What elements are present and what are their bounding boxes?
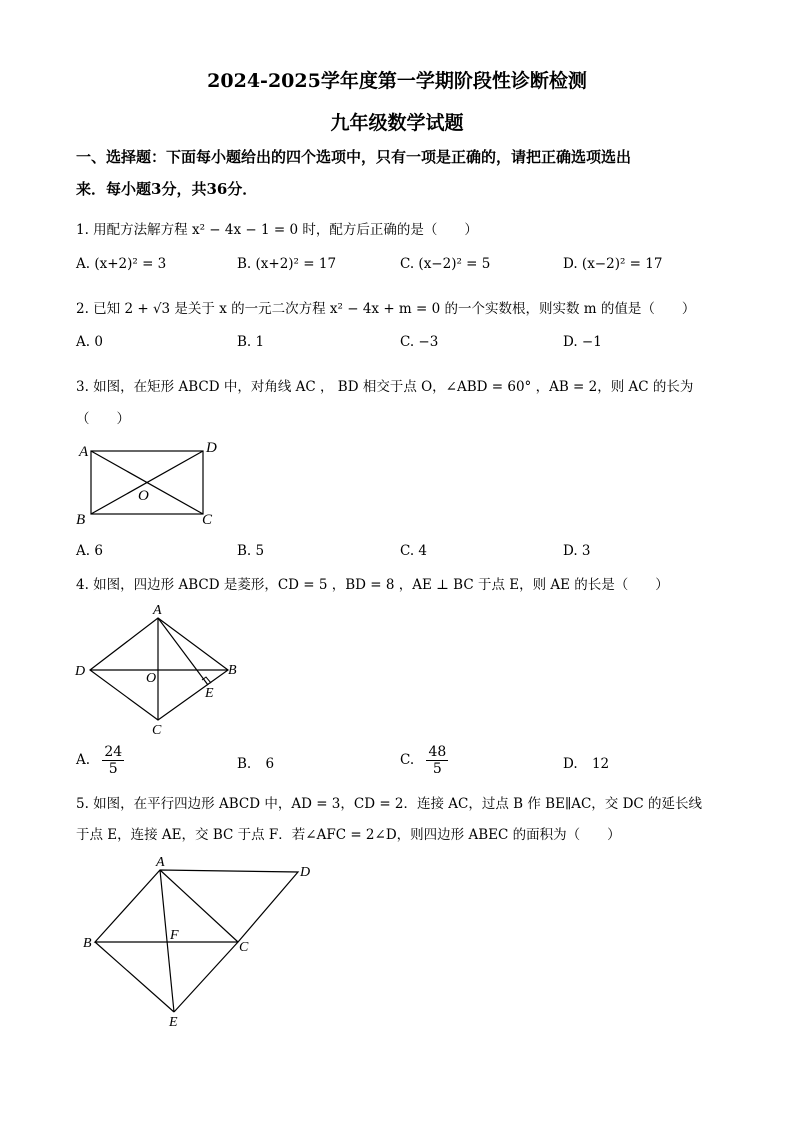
label-c: C [239, 940, 249, 955]
question-1-option-c[interactable]: C. (x−2)² = 5 [400, 256, 491, 272]
label-d: D [206, 440, 217, 456]
label-f: F [170, 928, 179, 943]
denominator: 5 [432, 761, 442, 778]
label-c: C [152, 723, 162, 738]
question-4-option-a[interactable] [76, 744, 124, 777]
denominator: 5 [108, 761, 118, 778]
label-a: A [153, 603, 162, 618]
label-a: A [79, 444, 89, 460]
question-4-option-c[interactable] [400, 744, 448, 777]
label-d: D [300, 865, 311, 880]
question-3-rectangle-figure [74, 434, 234, 530]
label-e: E [169, 1015, 178, 1030]
question-2-option-b[interactable]: B. 1 [237, 334, 265, 350]
rhombus-abcd [90, 618, 228, 720]
segment-ce [174, 942, 238, 1012]
numerator: 24 [104, 744, 123, 760]
question-5-stem: 5. 如图，在平行四边形 ABCD 中，AD = 3，CD = 2．连接 AC，过点 B 作 BE∥AC，交 DC 的延长线 [76, 796, 703, 812]
paper-title: 2024-2025学年度第一学期阶段性诊断检测 [207, 70, 587, 92]
question-2-option-a[interactable]: A. 0 [76, 334, 103, 350]
segment-be [95, 942, 174, 1012]
fraction [426, 744, 448, 777]
label-e: E [205, 686, 214, 701]
question-5-stem-cont: 于点 E，连接 AE，交 BC 于点 F．若∠AFC = 2∠D，则四边形 ABEC 的面积为（ ） [76, 827, 621, 843]
label-b: B [76, 512, 86, 528]
question-4-option-d[interactable] [563, 756, 609, 772]
question-3-option-b[interactable]: B. 5 [237, 543, 265, 559]
question-1-option-a[interactable]: A. (x+2)² = 3 [76, 256, 167, 272]
label-o: O [138, 488, 149, 504]
segment-ae [158, 618, 208, 685]
question-2-option-c[interactable]: C. −3 [400, 334, 439, 350]
question-4-stem: 4. 如图，四边形 ABCD 是菱形，CD = 5 ，BD = 8 ，AE ⊥ BC 于点 E，则 AE 的长是（ ） [76, 577, 669, 593]
parallelogram-abcd [95, 870, 298, 942]
question-4-option-b[interactable] [237, 756, 274, 772]
section-heading-line2: 来．每小题3分，共36分． [76, 180, 258, 198]
question-3-option-c[interactable]: C. 4 [400, 543, 428, 559]
label-b: B [83, 936, 92, 951]
option-value: 6 [265, 756, 275, 772]
fraction [102, 744, 124, 777]
question-4-rhombus-figure [72, 600, 252, 740]
question-1-option-d[interactable]: D. (x−2)² = 17 [563, 256, 663, 272]
question-3-option-d[interactable]: D. 3 [563, 543, 591, 559]
option-letter: C. [400, 752, 415, 769]
label-b: B [228, 663, 237, 678]
label-d: D [75, 664, 86, 679]
question-5-parallelogram-figure [78, 852, 318, 1032]
question-2-option-d[interactable]: D. −1 [563, 334, 602, 350]
option-letter: B. [237, 756, 252, 772]
option-letter: A. [76, 752, 91, 769]
section-heading-line1: 一、选择题：下面每小题给出的四个选项中，只有一项是正确的，请把正确选项选出 [76, 148, 632, 166]
label-c: C [202, 512, 213, 528]
label-o: O [146, 671, 157, 686]
question-1-option-b[interactable]: B. (x+2)² = 17 [237, 256, 337, 272]
paper-subtitle: 九年级数学试题 [330, 112, 464, 134]
label-a: A [156, 855, 165, 870]
option-letter: D. [563, 756, 578, 772]
option-value: 12 [591, 756, 610, 772]
question-2-stem: 2. 已知 2 + √3 是关于 x 的一元二次方程 x² − 4x + m = 0 的一个实数根，则实数 m 的值是（ ） [76, 301, 696, 317]
question-1-stem: 1. 用配方法解方程 x² − 4x − 1 = 0 时，配方后正确的是（ ） [76, 222, 478, 238]
numerator: 48 [428, 744, 447, 760]
question-3-stem: 3. 如图，在矩形 ABCD 中，对角线 AC ， BD 相交于点 O，∠ABD = 60° ，AB = 2，则 AC 的长为 [76, 379, 694, 395]
question-3-stem-cont: （ ） [76, 411, 130, 427]
question-3-option-a[interactable]: A. 6 [76, 543, 103, 559]
